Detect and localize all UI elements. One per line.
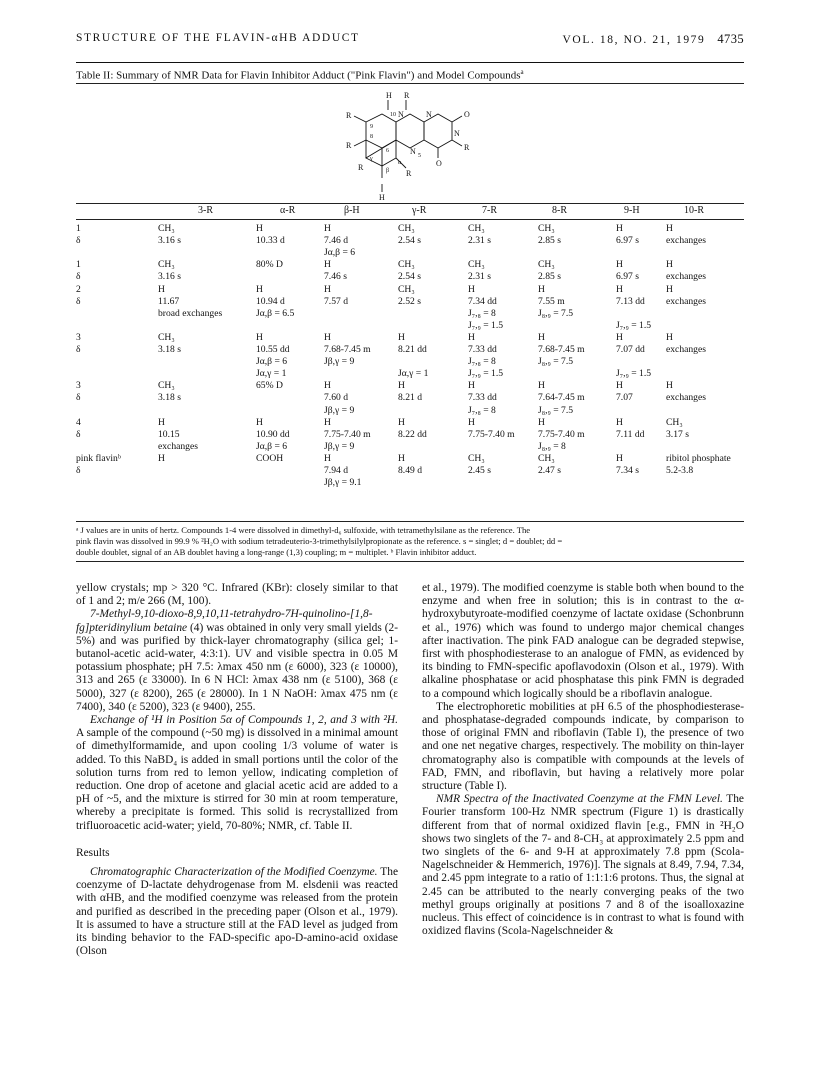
table-cell: 10.33 d xyxy=(256,235,285,247)
paragraph-heading: NMR Spectra of the Inactivated Coenzyme at the FMN Level. xyxy=(436,793,723,806)
table-cell: H xyxy=(666,331,673,343)
atom-label: 9 xyxy=(370,124,373,130)
table-cell: 7.55 m xyxy=(538,295,565,307)
table-cell: 7.94 d xyxy=(324,465,348,476)
paragraph-body: A sample of the compound (~50 mg) is dissolved in a minimal amount of dimethylformamide, and upon cooling 1/3 volume of water is added. To this NaBD₄ is added in small portions until the color of the solution turns from red to lemon yellow, indicating completion of reduction. One drop of acetone and glacial acetic acid are added to a pH of ~5, and the mixture is stirred for 30 min at room temperature, whereby a precipitate is formed. This solid is recrystallized from trifluoroacetic acid-water; yield, 70-80%; NMR, cf. Table II. xyxy=(76,727,398,832)
section-heading: Results xyxy=(76,846,110,859)
table-cell: broad exchanges xyxy=(158,307,223,319)
table-cell: exchanges xyxy=(666,271,706,283)
structure-bonds xyxy=(354,100,462,192)
table-cell: Jβ,γ = 9 xyxy=(324,404,355,416)
table-row-label: δ xyxy=(76,295,81,307)
table-caption xyxy=(76,68,744,82)
table-cell: H xyxy=(324,331,331,343)
table-row-label: δ xyxy=(76,344,81,355)
table-cell: H xyxy=(324,452,331,464)
table-cell: CH₃ xyxy=(158,380,175,392)
table-cell: 2.85 s xyxy=(538,271,561,283)
paragraph xyxy=(422,793,744,938)
table-cell: J₇,₉ = 1.5 xyxy=(468,368,504,380)
flavin-structure-diagram xyxy=(330,86,500,202)
table-row-label: 2 xyxy=(76,283,81,295)
table-bottom-rule xyxy=(76,521,744,522)
atom-label: 6 xyxy=(386,148,389,154)
table-cell: exchanges xyxy=(158,440,198,452)
table-cell: H xyxy=(538,331,545,343)
table-cell: H xyxy=(324,259,331,271)
table-cell: 3.18 s xyxy=(158,344,181,355)
table-cell: 3.16 s xyxy=(158,271,181,283)
paragraph xyxy=(76,608,398,714)
table-cell: 7.13 dd xyxy=(616,295,645,307)
table-cell: CH₃ xyxy=(468,259,485,271)
table-row-label: δ xyxy=(76,465,81,476)
table-row-label: 3 xyxy=(76,380,81,392)
table-head-rule-bottom xyxy=(76,219,744,220)
atom-label: H xyxy=(386,91,392,100)
table-cell: Jα,γ = 1 xyxy=(398,368,429,380)
atom-label: γ xyxy=(370,156,373,162)
table-cell: 7.11 dd xyxy=(616,428,645,440)
table-cell: H xyxy=(616,452,623,464)
table-cell: exchanges xyxy=(666,392,706,404)
table-cell: J₈,₉ = 7.5 xyxy=(538,356,574,368)
table-column-header: α-R xyxy=(280,205,296,216)
table-cell: H xyxy=(666,223,673,234)
atom-label: R xyxy=(346,141,352,150)
table-cell: H xyxy=(468,283,475,295)
table-footnotes xyxy=(76,525,744,558)
table-cell: COOH xyxy=(256,452,284,464)
table-cell: 10.15 xyxy=(158,428,180,440)
paragraph: et al., 1979). The modified coenzyme is stable both when bound to the enzyme and when free in solution; this is in contrast to the α-hydroxybutyroate-modified coenzyme of lactate oxidase (Schonbrunn et al., 1976) which was found to undergo major chemical changes after inactivation. The pink FAD analogue can be degraded stepwise, first with phosphodiesterase to an analogue of FMN, as evidenced by its binding to FMN-specific apoflavodoxin (Olson et al., 1979). With alkaline phosphatase or acid phosphatase this pink FMN is degraded to a compound which logically should be a riboflavin analogue. xyxy=(422,582,744,700)
table-cell: H xyxy=(616,223,623,234)
atom-label: 5 xyxy=(418,153,421,159)
atom-label: β xyxy=(386,168,390,174)
table-cell: H xyxy=(538,416,545,428)
table-cell: 7.46 d xyxy=(324,235,348,247)
table-cell: 7.75-7.40 m xyxy=(468,428,515,440)
table-cell: CH₃ xyxy=(666,416,683,428)
table-cell: CH₃ xyxy=(468,223,485,234)
table-cell: 7.57 d xyxy=(324,295,348,307)
footnote-rule xyxy=(76,561,744,562)
table-cell: 7.68-7.45 m xyxy=(324,344,371,355)
paragraph-heading: Exchange of ¹H in Position 5α of Compounds 1, 2, and 3 with ²H. xyxy=(90,714,398,727)
table-cell: 7.07 xyxy=(616,392,633,404)
table-cell: H xyxy=(256,331,263,343)
table-cell: 65% D xyxy=(256,380,283,392)
paragraph-body: The coenzyme of D-lactate dehydrogenase from M. elsdenii was reacted with αHB, and the modified coenzyme was released from the protein and purified as described in the preceding paper (Olson et al., 1979). It is assumed to have a structure still at the FAD level as judged from its binding behavior to the FAD-specific apo-D-amino-acid oxidase (Olson xyxy=(76,866,398,958)
table-cell: H xyxy=(256,283,263,295)
table-cell: 7.34 dd xyxy=(468,295,497,307)
atom-label: O xyxy=(436,159,442,168)
table-cell: Jα,β = 6 xyxy=(256,440,288,452)
paragraph-heading: 7-Methyl-9,10-dioxo-8,9,10,11-tetrahydro-7H-quinolino-[1,8-fg]pteridinylium betaine xyxy=(76,608,373,634)
table-cell: J₇,₉ = 1.5 xyxy=(468,319,504,331)
table-cell: H xyxy=(468,380,475,392)
table-cell: H xyxy=(538,380,545,392)
table-cell: 7.07 dd xyxy=(616,344,645,355)
table-cell: H xyxy=(324,380,331,392)
table-cell: H xyxy=(616,380,623,392)
running-head-title: STRUCTURE OF THE FLAVIN-αHB ADDUCT xyxy=(76,32,360,44)
table-cell: 6.97 s xyxy=(616,271,639,283)
table-cell: CH₃ xyxy=(398,223,415,234)
table-cell: 7.60 d xyxy=(324,392,348,404)
atom-label: N xyxy=(426,110,432,119)
table-cell: H xyxy=(398,416,405,428)
atom-label: R xyxy=(464,143,470,152)
table-row-label: 3 xyxy=(76,331,81,343)
body-column-right xyxy=(422,582,744,938)
table-cell: 3.16 s xyxy=(158,235,181,247)
table-cell: CH₃ xyxy=(538,259,555,271)
table-cell: 10.94 d xyxy=(256,295,285,307)
table-cell: Jα,β = 6.5 xyxy=(256,307,295,319)
table-cell: CH₃ xyxy=(158,331,175,343)
atom-label: α xyxy=(398,160,402,166)
table-cell: H xyxy=(324,223,331,234)
table-cell: H xyxy=(158,452,165,464)
atom-label: N xyxy=(410,147,416,156)
atom-label: O xyxy=(464,110,470,119)
table-row-label: 1 xyxy=(76,223,81,234)
table-cell: 8.21 d xyxy=(398,392,422,404)
table-column-header: 7-R xyxy=(482,205,497,216)
table-cell: H xyxy=(616,283,623,295)
running-head xyxy=(76,32,744,48)
table-cell: ribitol phosphate xyxy=(666,452,731,464)
table-cell: J₇,₉ = 1.5 xyxy=(616,319,652,331)
table-cell: 2.52 s xyxy=(398,295,421,307)
body-column-left xyxy=(76,582,398,958)
paragraph xyxy=(76,714,398,833)
table-cell: 7.46 s xyxy=(324,271,347,283)
table-cell: CH₃ xyxy=(398,283,415,295)
table-cell: 8.22 dd xyxy=(398,428,427,440)
table-cell: H xyxy=(538,283,545,295)
table-cell: 3.17 s xyxy=(666,428,689,440)
table-cell: H xyxy=(398,452,405,464)
table-cell: 8.21 dd xyxy=(398,344,427,355)
table-cell: H xyxy=(666,380,673,392)
atom-label: R xyxy=(346,111,352,120)
table-cell: H xyxy=(468,331,475,343)
table-cell: H xyxy=(256,416,263,428)
table-cell: CH₃ xyxy=(538,452,555,464)
table-cell: 3.18 s xyxy=(158,392,181,404)
table-cell: H xyxy=(158,283,165,295)
table-cell: 80% D xyxy=(256,259,283,271)
table-cell: 7.33 dd xyxy=(468,344,497,355)
table-cell: Jβ,γ = 9.1 xyxy=(324,477,362,489)
paragraph-body: The Fourier transform 100-Hz NMR spectrum (Figure 1) is drastically different from that of normal oxidized flavin [e.g., FMN in ²H₂O shows two singlets of the 7- and 8-CH₃ at approximately 2.5 ppm and two singlets of the 6- and 9-H at approximately 7.8 ppm (Scola-Nagelschneider & Hemmerich, 1976)]. The signals at 8.49, 7.94, 7.34, and 2.45 ppm integrate to a ratio of 1:1:1:6 protons. Thus, the signal at 2.45 can be attributed to the nearly converging peaks of the two methyl groups originally at positions 7 and 8 of the isoalloxazine nucleus. This effect of coincidence is in contrast to what is found with oxidized flavins (Scola-Nagelschneider & xyxy=(422,793,744,938)
table-cell: H xyxy=(616,259,623,271)
table-cell: 2.85 s xyxy=(538,235,561,247)
paragraph: yellow crystals; mp > 320 °C. Infrared (KBr): closely similar to that of 1 and 2; m/e 266 (M, 100). xyxy=(76,582,398,608)
table-cell: 7.75-7.40 m xyxy=(324,428,371,440)
table-row-label: δ xyxy=(76,235,81,247)
table-cell: H xyxy=(398,380,405,392)
caption-rule xyxy=(76,83,744,84)
table-cell: J₇,₈ = 8 xyxy=(468,356,496,368)
table-column-header: β-H xyxy=(344,205,360,216)
table-cell: 6.97 s xyxy=(616,235,639,247)
atom-label: R xyxy=(358,163,364,172)
paragraph-body: (4) was obtained in only very small yields (2-5%) and was purified by thick-layer chromatography (silica gel; 1-butanol-acetic acid-water, 4:3:1). UV and visible spectra in 0.05 M potassium phosphate; pH 7.5: λmax 450 nm (ε 6000), 323 (ε 10000), 313 and 265 (ε 33000). In 6 N HCl: λmax 438 nm (ε 5100), 368 (ε 5000), 327 (ε 8200), 265 (ε 28000). In 1 N NaOH: λmax 475 nm (ε 7400), 340 (ε 5200), 323 (ε 9400), 255. xyxy=(76,621,398,713)
table-row-label: δ xyxy=(76,392,81,404)
table-caption-text: Table II: Summary of NMR Data for Flavin Inhibitor Adduct ("Pink Flavin") and Model Compounds xyxy=(76,69,521,82)
table-cell: 7.33 dd xyxy=(468,392,497,404)
table-cell: 2.31 s xyxy=(468,235,491,247)
nmr-table-header xyxy=(76,203,744,217)
table-cell: J₈,₉ = 7.5 xyxy=(538,307,574,319)
atom-label: 8 xyxy=(370,134,373,140)
table-cell: Jα,β = 6 xyxy=(324,247,356,259)
table-row-label: 4 xyxy=(76,416,81,428)
caption-footnote-mark: a xyxy=(520,68,524,76)
atom-label: 10 xyxy=(390,112,396,118)
atom-label: H xyxy=(379,193,385,202)
running-head-volume xyxy=(563,32,744,47)
table-cell: J₈,₉ = 7.5 xyxy=(538,404,574,416)
table-cell: 10.90 dd xyxy=(256,428,290,440)
table-cell: 10.55 dd xyxy=(256,344,290,355)
table-cell: 7.64-7.45 m xyxy=(538,392,585,404)
table-cell: H xyxy=(398,331,405,343)
volume-info: VOL. 18, NO. 21, 1979 xyxy=(562,34,706,46)
paragraph: The electrophoretic mobilities at pH 6.5 of the phosphodiesterase- and phosphatase-degraded compounds indicate, by comparison to those of original FMN and riboflavin (Table I), the presence of two and one net negative charges, respectively. The mobility on thin-layer chromatography also is compatible with compounds at the levels of FAD, FMN, and riboflavin, but having a relatively more polar structure (Table I). xyxy=(422,700,744,793)
table-column-header: 9-H xyxy=(624,205,640,216)
footnote-line: pink flavin was dissolved in 99.9 % ²H₂O with sodium tetradeuterio-3-trimethylsilylpropionate as the reference. s = singlet; d = doublet; dd = xyxy=(76,536,563,546)
table-cell: 2.45 s xyxy=(468,465,491,476)
table-cell: H xyxy=(158,416,165,428)
table-row-label: δ xyxy=(76,428,81,440)
table-cell: exchanges xyxy=(666,295,706,307)
table-cell: J₈,₉ = 8 xyxy=(538,440,566,452)
table-row-label: 1 xyxy=(76,259,81,271)
table-cell: 7.75-7.40 m xyxy=(538,428,585,440)
table-cell: 11.67 xyxy=(158,295,180,307)
table-cell: CH₃ xyxy=(158,259,175,271)
page-number: 4735 xyxy=(717,32,744,46)
footnote-line: double doublet, signal of an AB doublet having a long-range (1,3) coupling; m = multiplet. ᵇ Flavin inhibitor adduct. xyxy=(76,547,477,557)
table-cell: 5.2-3.8 xyxy=(666,465,694,476)
table-cell: 2.31 s xyxy=(468,271,491,283)
table-cell: H xyxy=(324,283,331,295)
table-row-label: δ xyxy=(76,271,81,283)
table-row-label: pink flavinᵇ xyxy=(76,452,121,464)
paragraph xyxy=(76,866,398,958)
table-cell: 2.54 s xyxy=(398,271,421,283)
table-cell: CH₃ xyxy=(158,223,175,234)
table-cell: 7.68-7.45 m xyxy=(538,344,585,355)
table-cell: Jα,β = 6 xyxy=(256,356,288,368)
top-rule xyxy=(76,62,744,63)
table-cell: Jβ,γ = 9 xyxy=(324,356,355,368)
table-cell: Jβ,γ = 9 xyxy=(324,440,355,452)
table-cell: exchanges xyxy=(666,235,706,247)
atom-label: R xyxy=(406,169,412,178)
table-cell: Jα,γ = 1 xyxy=(256,368,287,380)
table-cell: H xyxy=(256,223,263,234)
table-cell: J₇,₈ = 8 xyxy=(468,404,496,416)
table-cell: 8.49 d xyxy=(398,465,422,476)
table-cell: H xyxy=(324,416,331,428)
table-cell: H xyxy=(468,416,475,428)
atom-label: N xyxy=(398,110,404,119)
table-column-header: 10-R xyxy=(684,205,704,216)
table-cell: CH₃ xyxy=(538,223,555,234)
table-cell: 7.34 s xyxy=(616,465,639,476)
table-cell: 2.47 s xyxy=(538,465,561,476)
atom-label: N xyxy=(454,129,460,138)
table-column-header: 3-R xyxy=(198,205,213,216)
table-cell: exchanges xyxy=(666,344,706,355)
table-column-header: 8-R xyxy=(552,205,567,216)
table-cell: H xyxy=(616,331,623,343)
table-cell: H xyxy=(666,283,673,295)
table-cell: 2.54 s xyxy=(398,235,421,247)
table-cell: J₇,₈ = 8 xyxy=(468,307,496,319)
table-column-header: γ-R xyxy=(412,205,427,216)
table-cell: CH₃ xyxy=(468,452,485,464)
table-cell: J₇,₉ = 1.5 xyxy=(616,368,652,380)
table-cell: H xyxy=(666,259,673,271)
table-cell: CH₃ xyxy=(398,259,415,271)
paragraph-heading: Chromatographic Characterization of the Modified Coenzyme. xyxy=(90,866,378,879)
table-cell: H xyxy=(616,416,623,428)
footnote-line: ᵃ J values are in units of hertz. Compounds 1-4 were dissolved in dimethyl-d₆ sulfoxide, with tetramethylsilane as the reference. The xyxy=(76,525,531,535)
atom-label: R xyxy=(404,91,410,100)
